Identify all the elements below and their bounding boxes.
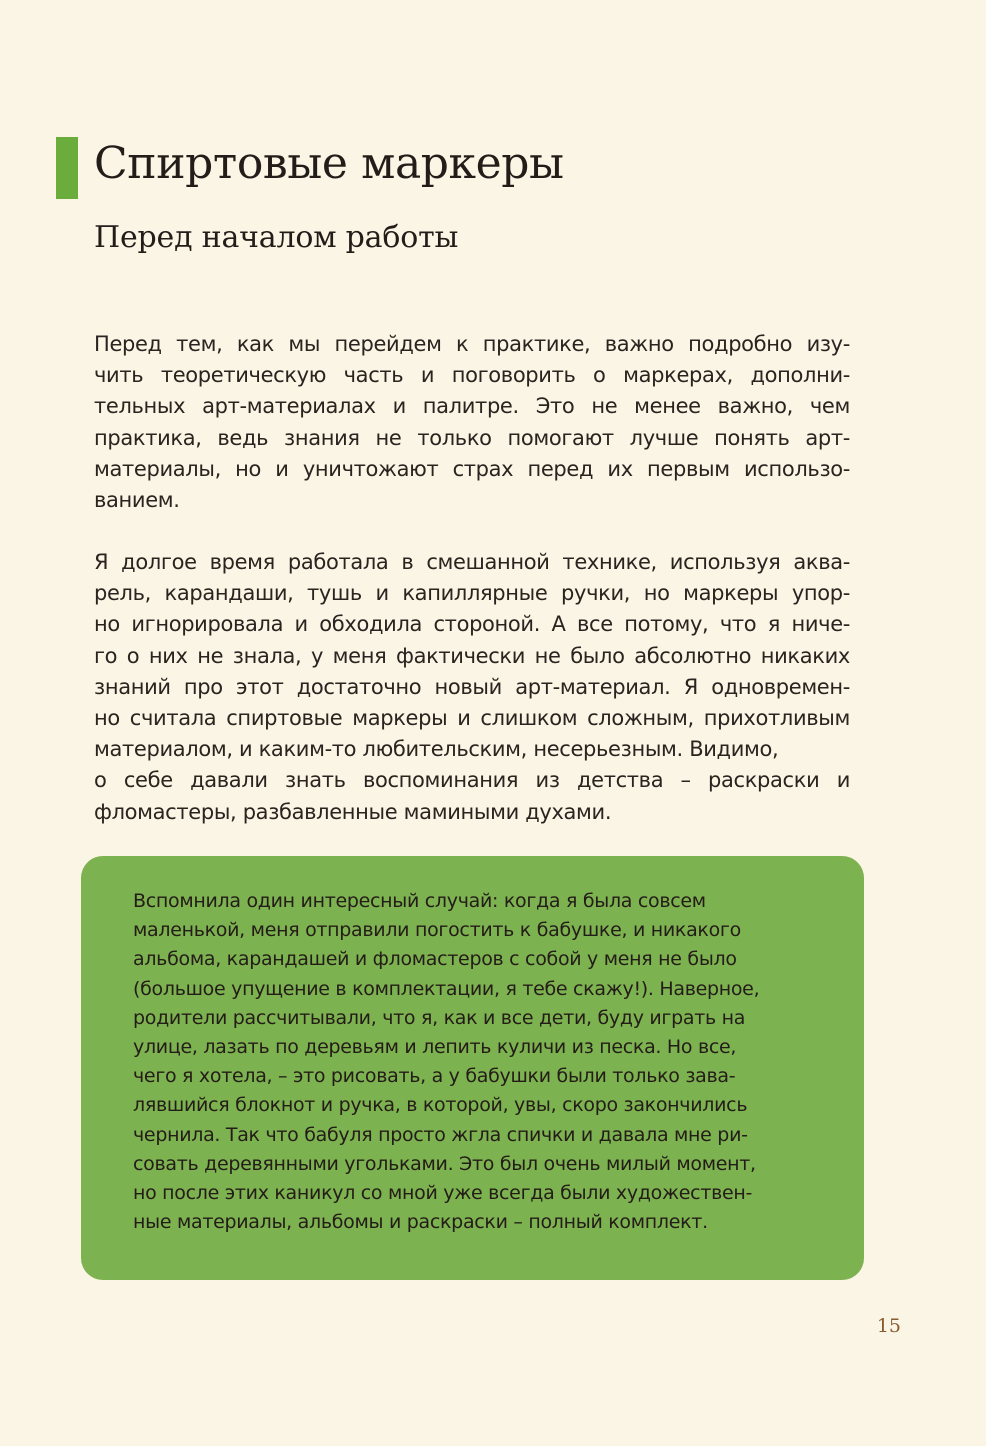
callout-line: альбома, карандашей и фломастеров с собой у меня не было (133, 948, 737, 971)
paragraph-line: материалы, но и уничтожают страх перед их первым использо- (94, 456, 850, 481)
page-number: 15 (876, 1315, 901, 1337)
paragraph-line: ванием. (94, 488, 180, 513)
callout-text (133, 887, 811, 1237)
story-callout-box (81, 856, 864, 1280)
callout-line: чернила. Так что бабуля просто жгла спички и давала мне ри- (133, 1123, 748, 1146)
paragraph-line: тельных арт-материалах и палитре. Это не менее важно, чем (94, 394, 850, 419)
paragraph-experience (94, 547, 850, 828)
title-accent-bar (56, 137, 78, 199)
paragraph-line: рель, карандаши, тушь и капиллярные ручки, но маркеры упор- (94, 581, 850, 606)
callout-line: родители рассчитывали, что я, как и все дети, буду играть на (133, 1006, 746, 1029)
callout-line: ные материалы, альбомы и раскраски – полный комплект. (133, 1211, 708, 1234)
section-subtitle: Перед началом работы (94, 220, 459, 255)
callout-line: маленькой, меня отправили погостить к бабушке, и никакого (133, 919, 741, 942)
paragraph-line: го о них не знала, у меня фактически не было абсолютно никаких (94, 643, 850, 668)
callout-line: (большое упущение в комплектации, я тебе скажу!). Наверное, (133, 977, 760, 1000)
paragraph-line: знаний про этот достаточно новый арт-материал. Я одновремен- (94, 674, 850, 699)
paragraph-line: чить теоретическую часть и поговорить о маркерах, дополни- (94, 363, 850, 388)
page-title: Спиртовые маркеры (94, 138, 564, 189)
paragraph-line: фломастеры, разбавленные мамиными духами. (94, 799, 612, 824)
paragraph-intro (94, 329, 850, 516)
callout-line: совать деревянными угольками. Это был очень милый момент, (133, 1152, 756, 1175)
paragraph-line: о себе давали знать воспоминания из детства – раскраски и (94, 768, 850, 793)
paragraph-line: Перед тем, как мы перейдем к практике, важно подробно изу- (94, 332, 850, 356)
callout-line: чего я хотела, – это рисовать, а у бабушки были только зава- (133, 1065, 736, 1088)
callout-line: Вспомнила один интересный случай: когда я была совсем (133, 890, 706, 912)
paragraph-line: Я долгое время работала в смешанной технике, используя аква- (94, 550, 850, 574)
paragraph-line: но игнорировала и обходила стороной. А все потому, что я ниче- (94, 612, 850, 637)
callout-line: улице, лазать по деревьям и лепить куличи из песка. Но все, (133, 1036, 737, 1059)
callout-line: но после этих каникул со мной уже всегда были художествен- (133, 1182, 753, 1205)
paragraph-line: практика, ведь знания не только помогают лучше понять арт- (94, 425, 850, 450)
paragraph-line: но считала спиртовые маркеры и слишком сложным, прихотливым (94, 706, 850, 731)
callout-line: лявшийся блокнот и ручка, в которой, увы, скоро закончились (133, 1094, 748, 1117)
paragraph-line: материалом, и каким-то любительским, несерьезным. Видимо, (94, 737, 779, 762)
